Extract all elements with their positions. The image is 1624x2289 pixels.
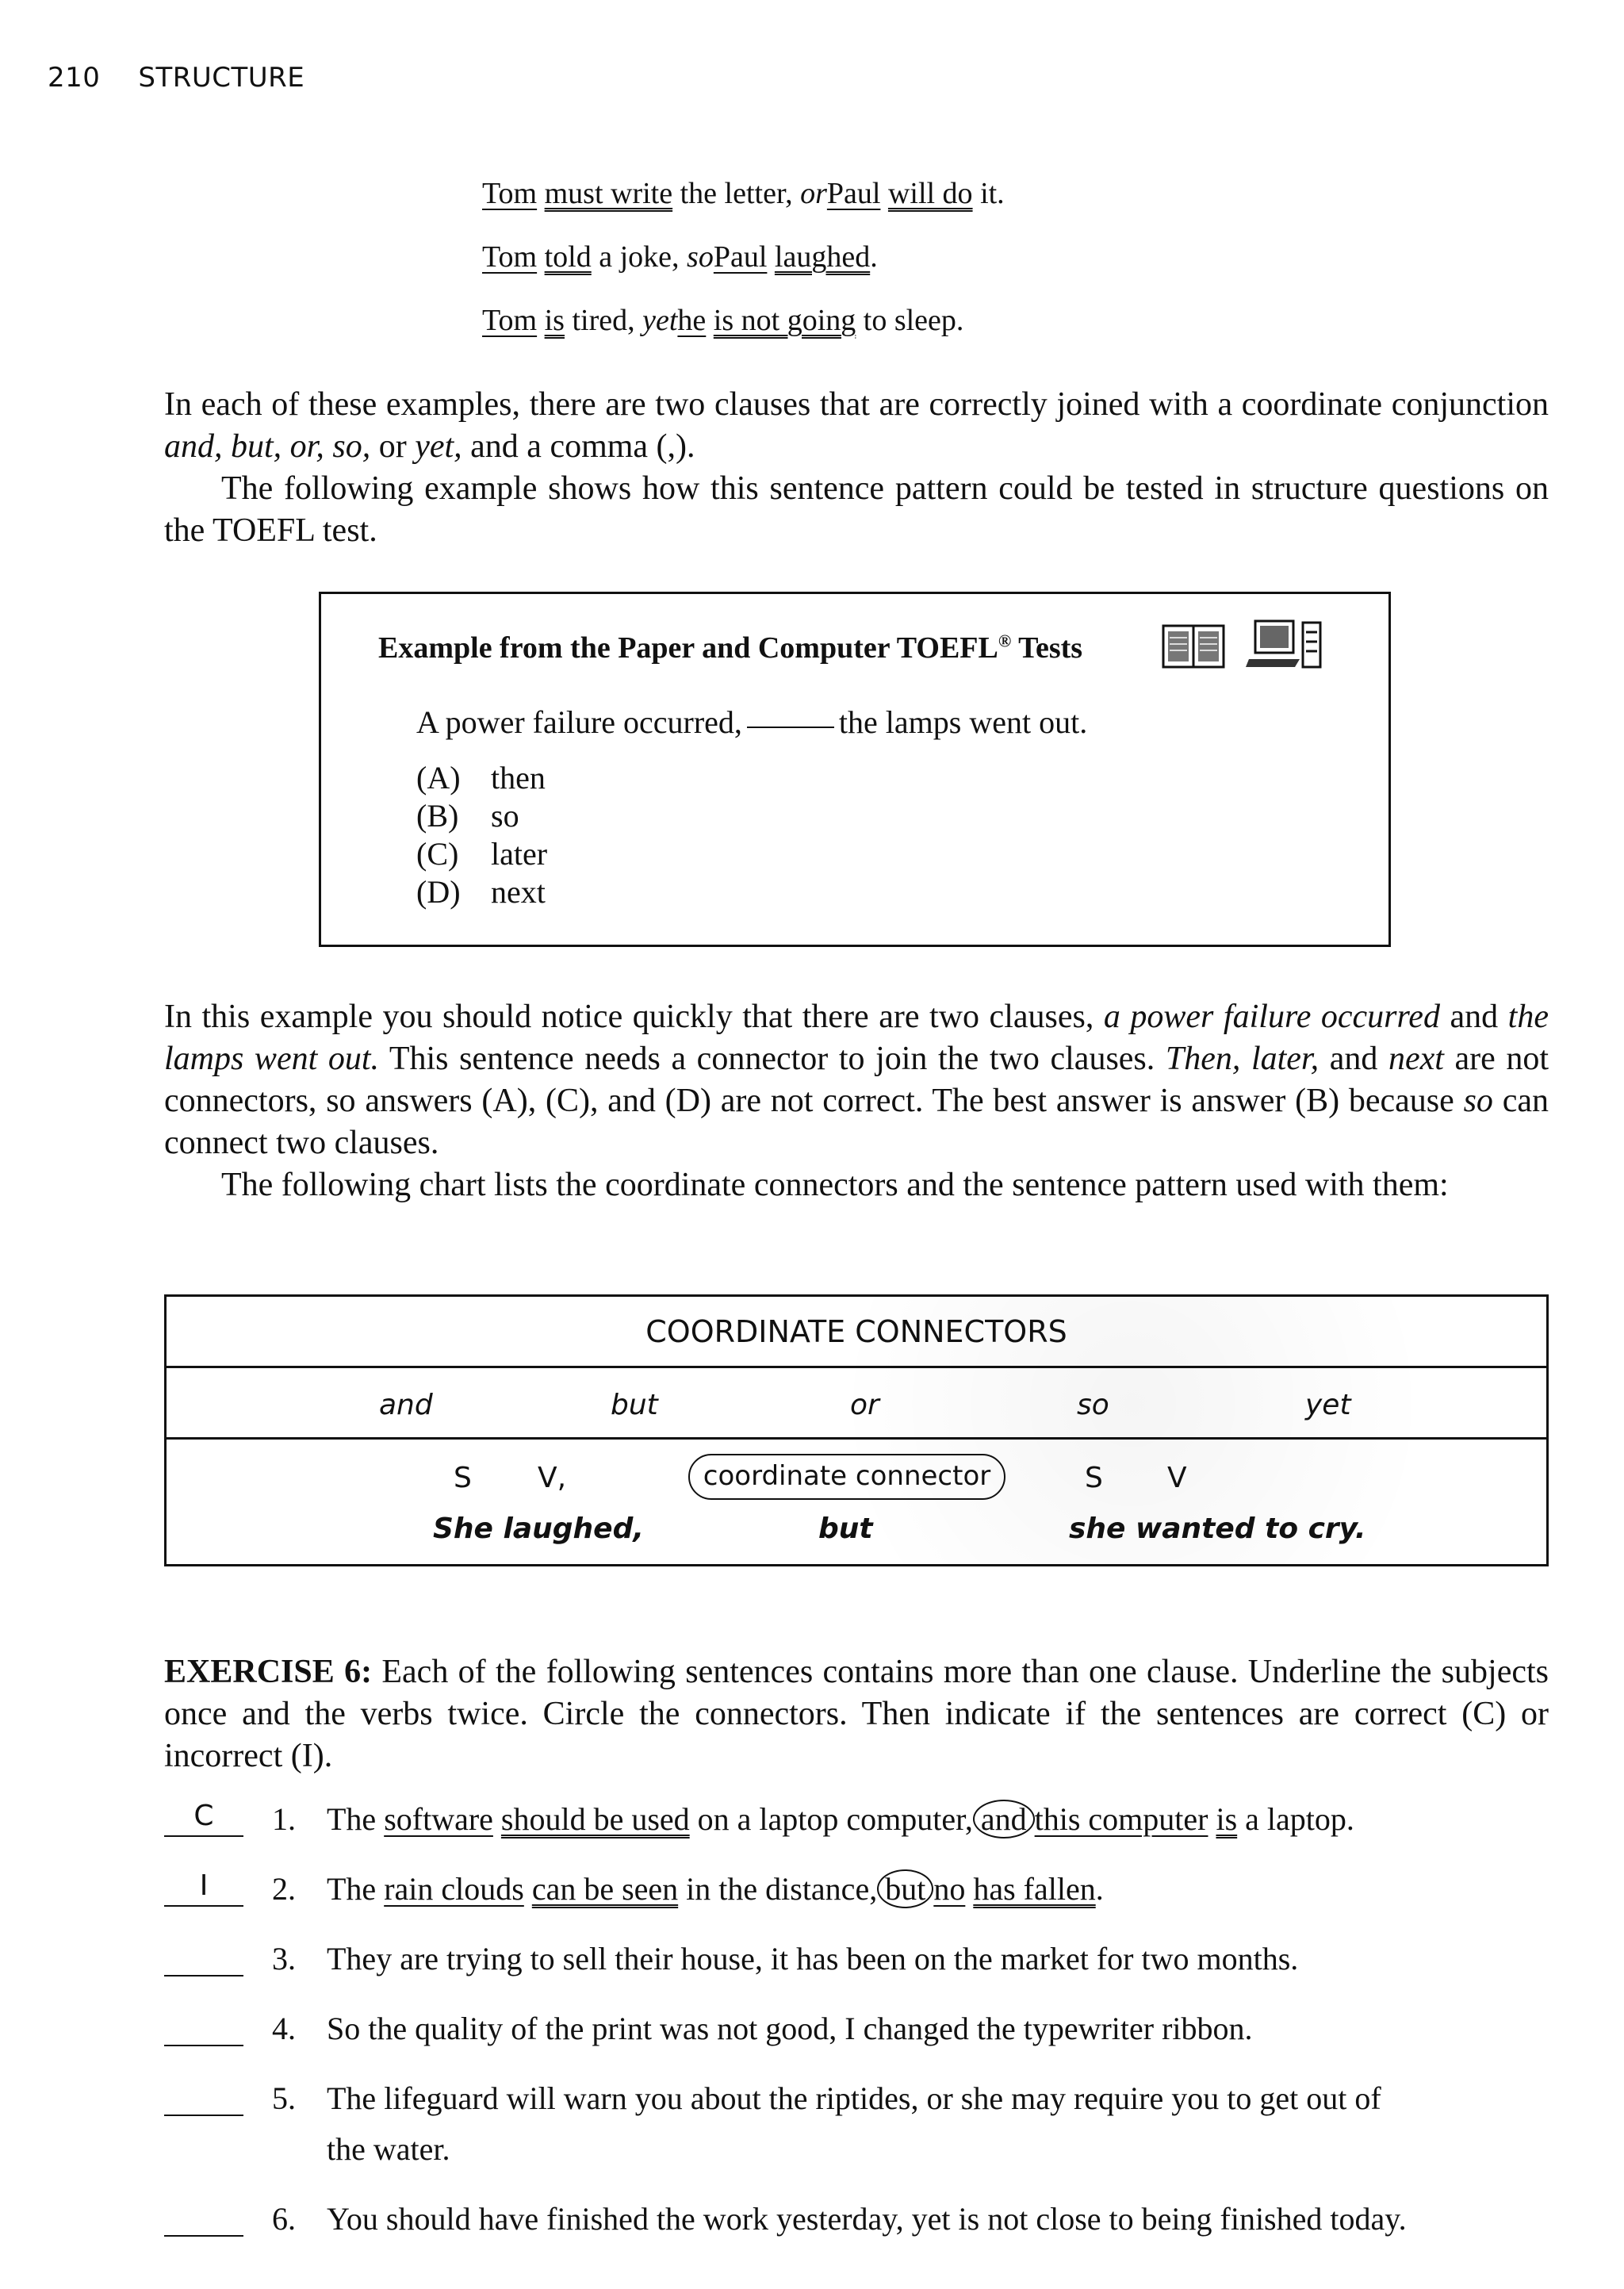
clause: the lamps went out. — [164, 999, 1549, 1077]
paragraph-4: The following chart lists the coordinate connectors and the sentence pattern used with them: — [221, 1167, 1449, 1203]
option-letter: (B) — [416, 798, 459, 834]
clause: a power failure occurred — [1103, 999, 1440, 1035]
subject: this computer — [1034, 1801, 1208, 1837]
text: in the distance, — [678, 1871, 878, 1907]
text: and — [1439, 999, 1508, 1035]
item-text: They are trying to sell their house, it has been on the market for two months. — [327, 1941, 1299, 1977]
item-text — [327, 1870, 1104, 1908]
subject: he — [677, 304, 707, 337]
option-c — [416, 835, 547, 873]
text — [493, 1801, 501, 1837]
option-a — [416, 759, 547, 797]
pattern-connector-oval: coordinate connector — [688, 1454, 1005, 1500]
verb: is — [544, 304, 565, 337]
explanation-paragraph — [164, 996, 1549, 1206]
instructions-text: Each of the following sentences contains more than one clause. Underline the subjects once and the verbs twice. Circle the connectors. Then indicate if the sentences are correct (C) or incorrect (I). — [164, 1654, 1549, 1774]
running-head — [48, 62, 304, 94]
example-clause-1: She laughed, — [433, 1513, 645, 1545]
item-number: 4. — [272, 2011, 296, 2046]
option-text: next — [491, 874, 546, 910]
text: In each of these examples, there are two clauses that are correctly joined with a coordinate conjunction — [164, 386, 1549, 423]
option-text: later — [491, 836, 548, 872]
text: The — [327, 1871, 385, 1907]
verb: is not going — [713, 304, 856, 337]
answer-field[interactable] — [164, 2010, 243, 2046]
registered-mark: ® — [998, 631, 1012, 651]
verb: will do — [887, 177, 973, 210]
option-text: then — [491, 760, 546, 796]
option-text: so — [491, 798, 519, 834]
option-letter: (A) — [416, 760, 461, 796]
example-sentence-2 — [482, 240, 878, 274]
text: and a comma (,). — [462, 428, 695, 465]
item-number: 6. — [272, 2201, 296, 2237]
subject: Tom — [482, 240, 538, 274]
option-d — [416, 873, 547, 911]
conjunction: so — [687, 240, 714, 274]
text: This sentence needs a connector to join the two clauses. — [379, 1041, 1166, 1077]
subject: rain clouds — [384, 1871, 524, 1907]
conjunction: or — [800, 177, 827, 210]
text: are not connectors, so answers (A), (C), and (D) are not correct. The best answer is answer (B) because — [164, 1041, 1549, 1119]
chart-connectors-row — [167, 1368, 1546, 1440]
circled-connector: and — [973, 1800, 1035, 1838]
verb: laughed — [774, 240, 871, 274]
option-b — [416, 797, 547, 835]
text: it. — [980, 177, 1005, 210]
question-text: the lamps went out. — [838, 704, 1088, 740]
text: In this example you should notice quickly that there are two clauses, — [164, 999, 1104, 1035]
text: and — [1319, 1041, 1388, 1077]
example-sentence-1 — [482, 176, 1005, 211]
conjunction: yet, — [415, 428, 462, 465]
text: a joke, — [599, 240, 680, 274]
book-icon — [1162, 624, 1225, 669]
paragraph-3 — [164, 996, 1549, 1164]
subject: no — [933, 1871, 966, 1907]
pattern-subject-2: S — [1085, 1462, 1103, 1494]
item-text: You should have finished the work yesterday, yet is not close to being finished today. — [327, 2201, 1407, 2237]
text: . — [870, 240, 878, 274]
answer-field[interactable]: I — [164, 1870, 243, 1907]
example-box — [319, 592, 1391, 947]
conjunction-list: and, but, or, so, — [164, 428, 371, 465]
title-text: Tests — [1018, 631, 1083, 665]
title-text: Example from the Paper and Computer TOEFL — [378, 631, 998, 665]
intro-paragraph — [164, 384, 1549, 552]
word: so — [1463, 1083, 1493, 1119]
subject: Tom — [482, 304, 538, 337]
item-text — [327, 1800, 1354, 1838]
question-text: A power failure occurred, — [416, 704, 742, 740]
subject: software — [384, 1801, 493, 1837]
example-sentence-3 — [482, 303, 963, 338]
option-letter: (D) — [416, 874, 461, 910]
text — [524, 1871, 532, 1907]
answer-field[interactable] — [164, 1940, 243, 1977]
word: next — [1388, 1041, 1444, 1077]
option-letter: (C) — [416, 836, 459, 872]
exercise-instructions — [164, 1651, 1549, 1777]
item-text: So the quality of the print was not good, I changed the typewriter ribbon. — [327, 2011, 1253, 2046]
chart-title: COORDINATE CONNECTORS — [645, 1314, 1067, 1349]
page-number: 210 — [48, 62, 101, 94]
coordinate-connectors-chart — [164, 1294, 1549, 1566]
item-text-continued: the water. — [327, 2131, 450, 2167]
item-text: The lifeguard will warn you about the riptides, or she may require you to get out of — [327, 2080, 1381, 2116]
answer-field[interactable] — [164, 2200, 243, 2237]
text: . — [1095, 1871, 1104, 1907]
computer-icon — [1244, 618, 1323, 670]
verb: told — [544, 240, 592, 274]
pattern-verb-2: V — [1167, 1462, 1187, 1494]
example-connector: but — [818, 1513, 873, 1545]
example-title — [378, 631, 1082, 665]
example-clause-2: she wanted to cry. — [1069, 1513, 1366, 1545]
circled-connector: but — [877, 1869, 933, 1908]
chart-title-row — [167, 1297, 1546, 1368]
text: on a laptop computer, — [689, 1801, 973, 1837]
connector-or: or — [850, 1389, 879, 1421]
answer-field[interactable]: C — [164, 1800, 243, 1837]
text: to sleep. — [863, 304, 964, 337]
subject: Paul — [713, 240, 768, 274]
word: Then, later, — [1165, 1041, 1320, 1077]
subject: Tom — [482, 177, 538, 210]
answer-field[interactable] — [164, 2080, 243, 2116]
connector-and: and — [379, 1389, 433, 1421]
text: a laptop. — [1237, 1801, 1354, 1837]
conjunction: yet — [642, 304, 678, 337]
text: The — [327, 1801, 385, 1837]
text: can connect two clauses. — [164, 1083, 1549, 1161]
pattern-verb-1: V, — [538, 1462, 567, 1494]
item-number: 3. — [272, 1941, 296, 1977]
exercise-label: EXERCISE 6: — [164, 1654, 373, 1690]
text: the letter, — [680, 177, 793, 210]
answer-blank — [747, 727, 834, 728]
item-number: 5. — [272, 2080, 296, 2116]
text — [1208, 1801, 1216, 1837]
verb: is — [1216, 1801, 1238, 1837]
subject: Paul — [826, 177, 881, 210]
text: tired, — [572, 304, 635, 337]
item-number: 1. — [272, 1801, 296, 1837]
paragraph-2: The following example shows how this sentence pattern could be tested in structure questions on the TOEFL test. — [164, 470, 1549, 549]
connector-so: so — [1077, 1389, 1109, 1421]
verb: should be used — [500, 1801, 690, 1837]
answer-options — [416, 759, 547, 911]
text — [965, 1871, 973, 1907]
pattern-subject-1: S — [454, 1462, 472, 1494]
paragraph-1 — [164, 384, 1549, 468]
item-number: 2. — [272, 1871, 296, 1907]
example-question — [416, 704, 1087, 741]
connector-but: but — [611, 1389, 658, 1421]
verb: must write — [544, 177, 673, 210]
verb: can be seen — [531, 1871, 679, 1907]
section-title: STRUCTURE — [138, 62, 305, 94]
text: or — [370, 428, 416, 465]
connector-yet: yet — [1305, 1389, 1351, 1421]
verb: has fallen — [973, 1871, 1096, 1907]
